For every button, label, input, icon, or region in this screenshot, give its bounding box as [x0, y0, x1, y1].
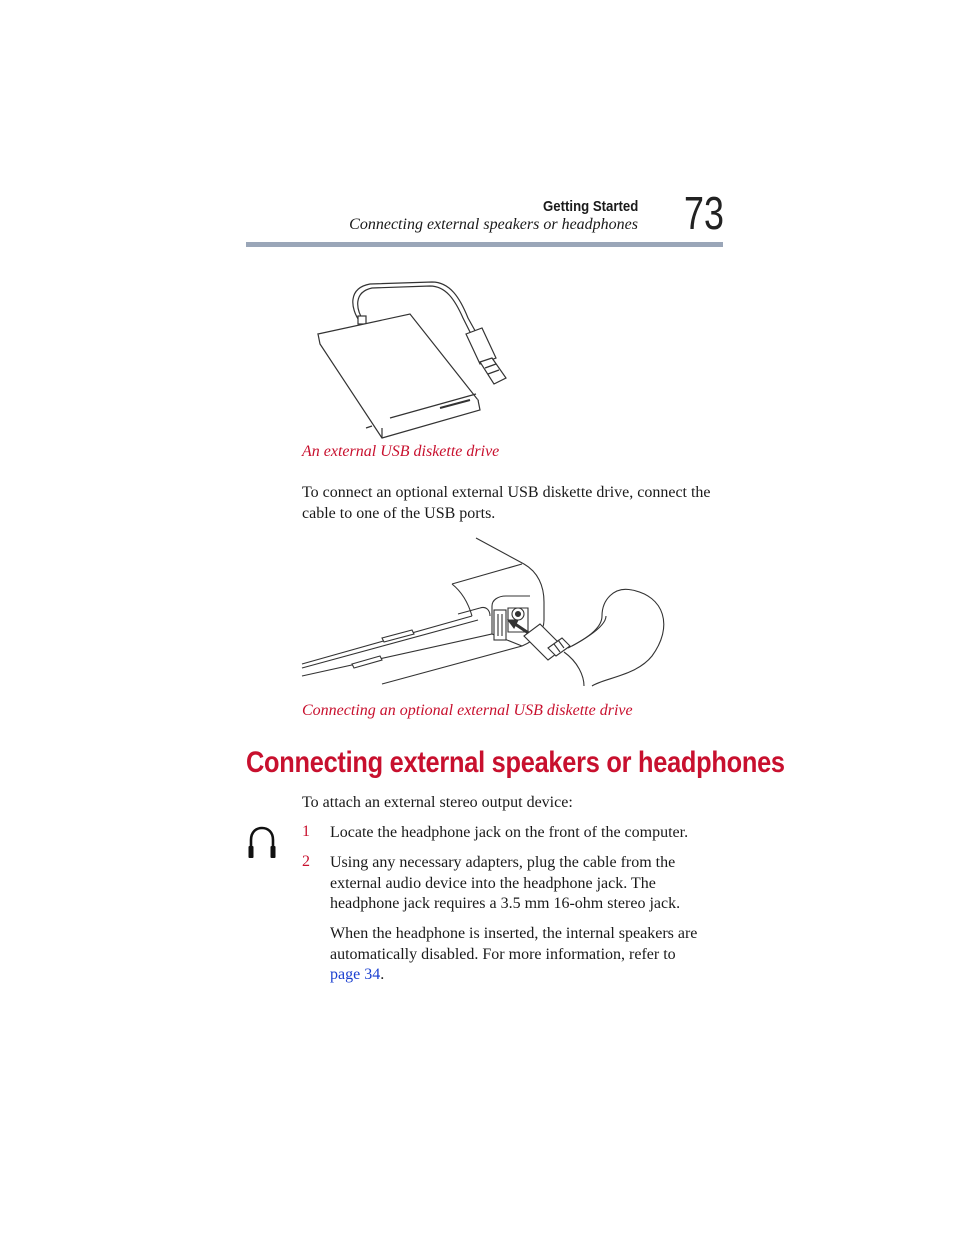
step-2-line-2: external audio device into the headphone jack. The [330, 874, 656, 892]
step-1-line-1: Locate the headphone jack on the front of the computer. [330, 824, 689, 841]
section-lead: To attach an external stereo output device: [302, 794, 573, 811]
page-34-link[interactable]: page 34 [330, 966, 381, 983]
intro-line-2: cable to one of the USB ports. [302, 504, 496, 522]
intro-line-1: To connect an optional external USB diskette drive, connect the [302, 484, 711, 501]
header-rule [246, 242, 723, 247]
figure-caption-connecting: Connecting an optional external USB diskette drive [302, 702, 633, 719]
section-heading: Connecting external speakers or headphones [246, 746, 785, 779]
intro-paragraph [302, 483, 711, 524]
note-paragraph [330, 924, 697, 986]
page-number: 73 [684, 187, 724, 239]
step-1-number: 1 [302, 823, 310, 840]
step-2-line-3: headphone jack requires a 3.5 mm 16-ohm stereo jack. [330, 895, 681, 912]
headphones-icon [246, 826, 278, 860]
note-line-2: automatically disabled. For more information, refer to [330, 945, 676, 963]
usb-diskette-drive-illustration [300, 278, 530, 438]
usb-port-connection-illustration [302, 536, 672, 688]
step-2-number: 2 [302, 853, 310, 870]
figure-caption-usb-drive: An external USB diskette drive [302, 443, 500, 460]
step-2-line-1: Using any necessary adapters, plug the cable from the [330, 854, 676, 871]
note-line-3 [330, 965, 697, 986]
step-1-text [330, 823, 688, 844]
note-trailing: . [380, 966, 385, 983]
step-2-text [330, 853, 680, 915]
header-section-title: Getting Started [542, 198, 638, 215]
header-subsection-title: Connecting external speakers or headphones [349, 216, 638, 233]
note-line-1: When the headphone is inserted, the internal speakers are [330, 925, 698, 942]
